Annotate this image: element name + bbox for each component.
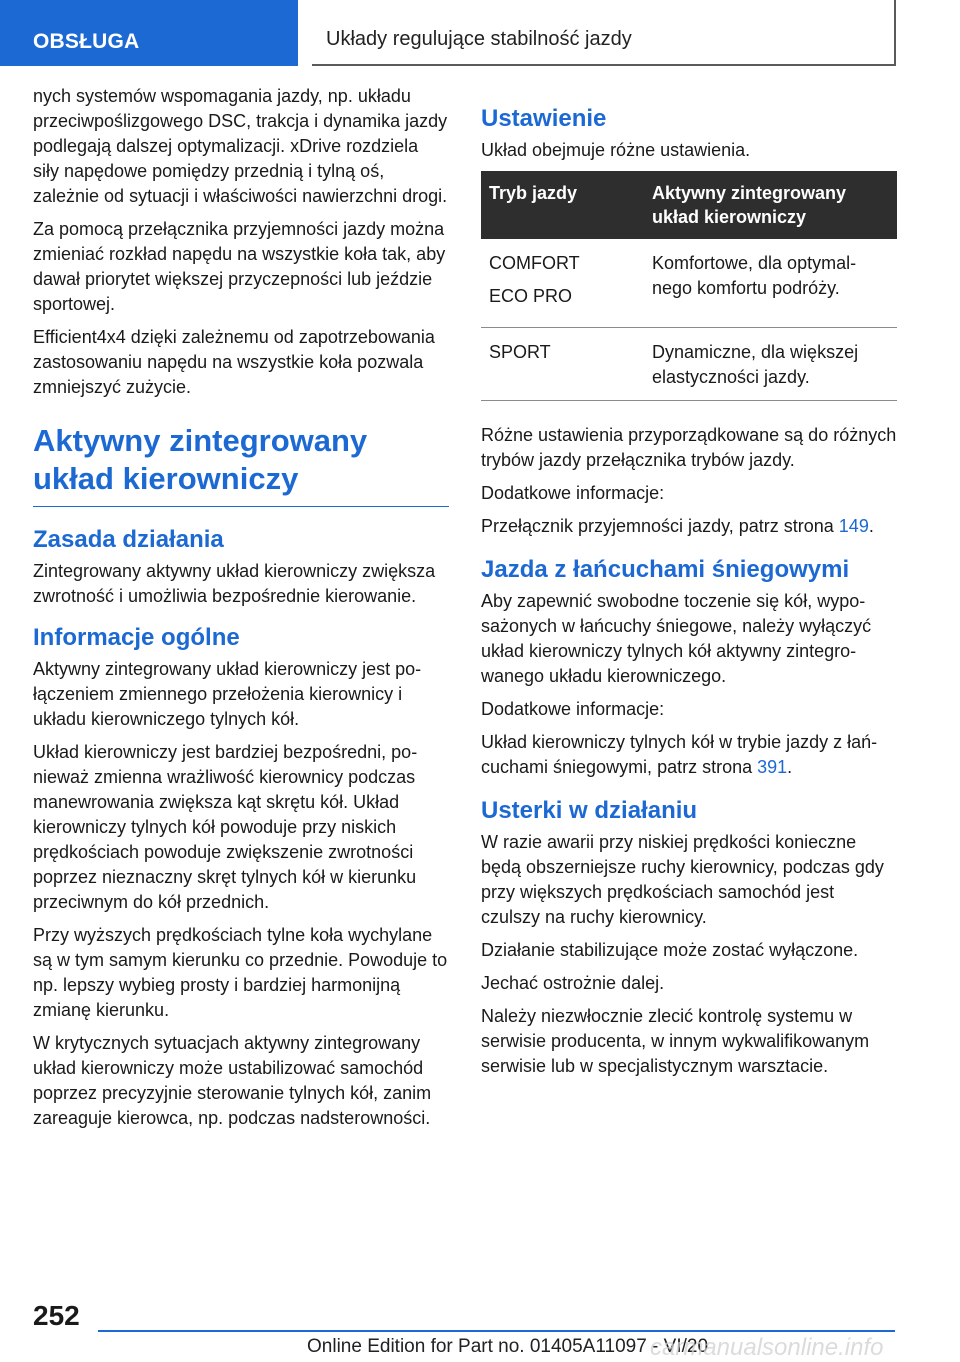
- info-paragraph-3: Przy wyższych prędkościach tylne koła wychylane są w tym samym kierunku co przednie. Powoduje to np. lepszy wybieg prosty i bardziej harmonijną zmianę kierunku.: [33, 925, 448, 1020]
- reference-period: .: [868, 516, 874, 536]
- zasada-heading: Zasada działania: [33, 526, 224, 553]
- extra-info-label-1: Dodatkowe informacje:: [481, 483, 665, 503]
- zasada-paragraph: Zintegrowany aktywny układ kierowniczy zwiększa zwrotność i umożliwia bezpośrednie kierowanie.: [33, 561, 436, 606]
- reference-paragraph-2: [481, 730, 897, 780]
- fault-paragraph-2: Działanie stabilizujące może zostać wyłączone.: [481, 940, 859, 960]
- reference-text: Układ kierowniczy tylnych kół w trybie jazdy z łańcuchami śniegowymi, patrz strona: [481, 732, 878, 777]
- intro-paragraph-2: Za pomocą przełącznika przyjemności jazdy można zmieniać rozkład napędu na wszystkie koła tak, aby dawał priorytet większej przyczepności lub jeździe sportowej.: [33, 219, 446, 314]
- main-section-heading: Aktywny zintegrowany układ kierowniczy: [33, 422, 449, 507]
- fault-paragraph-4: Należy niezwłocznie zlecić kontrolę systemu w serwisie producenta, w innym wykwalifikowanym serwisie lub w specjalistycznym warsztacie.: [481, 1006, 870, 1076]
- info-paragraph-2: Układ kierowniczy jest bardziej bezpośredni, ponieważ zmienna wrażliwość kierownicy podczas manewrowania zwiększa kąt skrętu kół. Układ kierowniczy tylnych kół powoduje przy niskich prędkościach powoduje zwiększenie zwrotności poprzez nieznaczny skręt tylnych kół w kierunku przeciwnym do kół przednich.: [33, 742, 418, 912]
- mode-comfort: COMFORT: [489, 253, 580, 273]
- ustawienie-heading: Ustawienie: [481, 105, 607, 132]
- reference-text: Przełącznik przyjemności jazdy, patrz strona: [481, 516, 839, 536]
- page-link-391[interactable]: 391: [757, 757, 788, 777]
- footer-divider: [98, 1330, 895, 1332]
- table-header-row: [481, 171, 897, 239]
- section-tab: OBSŁUGA: [0, 0, 298, 66]
- table-cell-description: Dynamiczne, dla większej elastyczności jazdy.: [644, 328, 897, 401]
- snow-chains-paragraph: Aby zapewnić swobodne toczenie się kół, wyposażonych w łańcuchy śniegowe, należy wyłączyć układ kierowniczy tylnych kół aktywny zintegrowanego układu kierowniczego.: [481, 591, 872, 686]
- table-row: [481, 328, 897, 401]
- table-header-steering: Aktywny zintegrowany układ kierowniczy: [644, 171, 897, 239]
- page-header: [0, 0, 960, 66]
- chapter-title: Układy regulujące stabilność jazdy: [312, 0, 896, 66]
- info-paragraph-4: W krytycznych sytuacjach aktywny zintegrowany układ kierowniczy może ustabilizować samochód poprzez precyzyjnie sterowanie tylnych kół, zanim zareaguje kierowca, np. podczas nadsterowności.: [33, 1033, 432, 1128]
- info-heading: Informacje ogólne: [33, 624, 240, 651]
- page-link-149[interactable]: 149: [838, 516, 869, 536]
- edition-label: Online Edition for Part no. 01405A11097 - VI/20: [307, 1336, 709, 1357]
- mode-eco-pro: ECO PRO: [489, 286, 573, 306]
- table-cell-description: Komfortowe, dla optymalnego komfortu podróży.: [644, 239, 897, 328]
- watermark: carmanualsonline.info: [650, 1334, 884, 1361]
- driving-modes-table: [481, 171, 897, 401]
- reference-paragraph-1: [481, 514, 897, 539]
- mode-sport: SPORT: [481, 328, 644, 401]
- reference-period: .: [787, 757, 793, 777]
- table-cell-mode: [481, 239, 644, 328]
- intro-paragraph-1: nych systemów wspomagania jazdy, np. układu przeciwpoślizgowego DSC, trakcja i dynamika jazdy podlegają dalszej optymalizacji. xDrive rozdziela siły napędowe pomiędzy przednią i tylną oś, zależnie od sytuacji i właściwości nawierzchni drogi.: [33, 86, 448, 206]
- ustawienie-paragraph: Układ obejmuje różne ustawienia.: [481, 140, 751, 160]
- fault-paragraph-3: Jechać ostrożnie dalej.: [481, 973, 665, 993]
- extra-info-label-2: Dodatkowe informacje:: [481, 699, 665, 719]
- snow-chains-heading: Jazda z łańcuchami śniegowymi: [481, 556, 850, 583]
- left-column: [33, 84, 449, 1139]
- fault-paragraph-1: W razie awarii przy niskiej prędkości konieczne będą obszerniejsze ruchy kierownicy, podczas gdy przy większych prędkościach samochód jest czulszy na ruchy kierownicy.: [481, 832, 884, 927]
- page-number: 252: [33, 1300, 80, 1331]
- table-row: [481, 239, 897, 328]
- after-table-paragraph: Różne ustawienia przyporządkowane są do różnych trybów jazdy przełącznika trybów jazdy.: [481, 425, 897, 470]
- info-paragraph-1: Aktywny zintegrowany układ kierowniczy jest połączeniem zmiennego przełożenia kierownicy i układu kierowniczego tylnych kół.: [33, 659, 422, 729]
- intro-paragraph-3: Efficient4x4 dzięki zależnemu od zapotrzebowania zastosowaniu napędu na wszystkie koła pozwala zmniejszyć zużycie.: [33, 327, 435, 397]
- table-header-mode: Tryb jazdy: [481, 171, 644, 239]
- fault-heading: Usterki w działaniu: [481, 797, 698, 824]
- right-column: [481, 84, 897, 1087]
